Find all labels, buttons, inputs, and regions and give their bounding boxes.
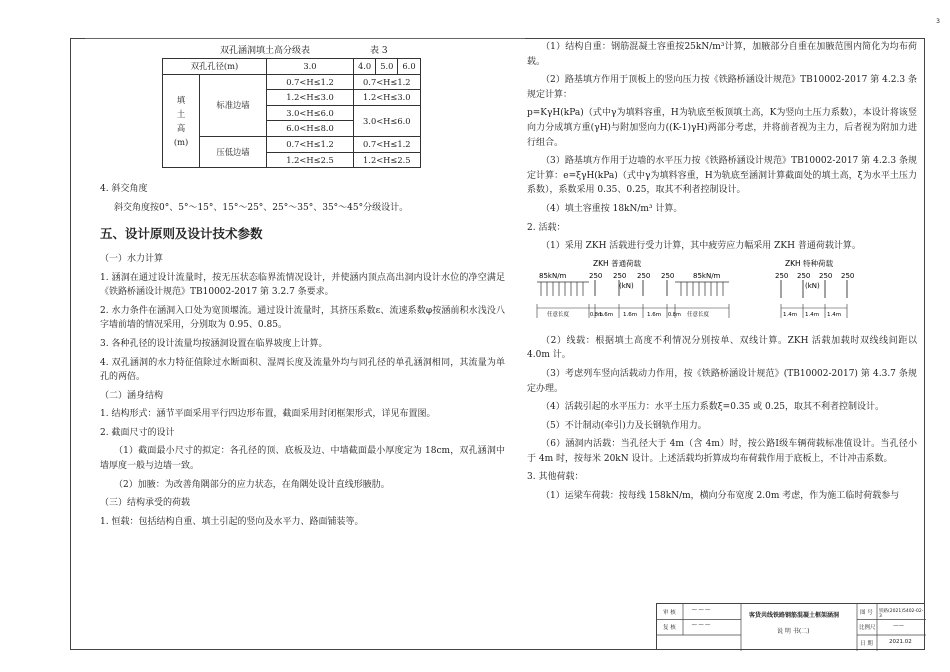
load-label: 250	[819, 271, 833, 280]
distributed-load-right	[675, 282, 729, 296]
table-cell: 0.7<H≤1.2	[354, 74, 421, 90]
paragraph: （1）采用 ZKH 活载进行受力计算，其中疲劳应力幅采用 ZKH 普通荷载计算。	[541, 241, 861, 252]
paragraph: （4）活载引起的水平压力：水平土压力系数ξ=0.35 或 0.25，取其不利者控制设计。	[541, 402, 885, 413]
zkh-special-svg	[767, 258, 877, 330]
drawing-title: 客货共线铁路钢筋混凝土框架涵洞	[749, 612, 840, 619]
table-cell: 0.7<H≤1.2	[354, 136, 421, 152]
paragraph: （2）线载：根据填土高度不利情况分别按单、双线计算。ZKH 活载加载时双线线间距以 4.0m 计。	[527, 335, 917, 361]
paragraph: 1. 恒载：包括结构自重、填土引起的竖向及水平力、路面铺装等。	[100, 516, 364, 527]
reviewer-signature: ~~~	[691, 605, 712, 614]
paragraph: （4）填土容重按 18kN/m³ 计算。	[541, 203, 683, 214]
drawing-number: 铁路(2021)5402-02-3	[879, 609, 924, 619]
zkh-special-load-diagram	[767, 258, 877, 330]
paragraph: 1. 涵洞在通过设计流量时，按无压状态临界流情况设计，并使涵内顶点高出洞内设计水位的净空满足《铁路桥涵设计规范》TB10002-2017 第 3.2.7 条要求。	[100, 272, 505, 298]
corner-page-number: 3	[936, 18, 940, 25]
load-unit: (kN)	[805, 281, 820, 290]
table-row	[163, 136, 421, 152]
table-row	[163, 74, 421, 90]
right-column	[527, 40, 917, 508]
load-label: 250	[775, 271, 789, 280]
table-cell: 1.2<H≤2.5	[354, 152, 421, 168]
fill-height-table	[162, 58, 421, 168]
paragraph: 3. 各种孔径的设计流量均按涵洞设置在临界坡度上计算。	[100, 338, 328, 349]
subsection-hydraulics: （一）水力计算	[100, 253, 164, 264]
dim-label: 1.6m	[623, 311, 638, 318]
dim-label: 1.4m	[827, 311, 842, 318]
table-cell: 1.2<H≤3.0	[267, 90, 354, 106]
subsection-structure: （二）涵身结构	[100, 390, 164, 401]
checker-signature: ~~~	[691, 620, 712, 629]
subsection-loads: （三）结构承受的荷载	[100, 498, 191, 509]
load-label: 250	[841, 271, 855, 280]
zkh-normal-svg	[533, 258, 753, 330]
paragraph: （1）截面最小尺寸的拟定：各孔径的顶、底板及边、中墙截面最小厚度定为 18cm，双孔涵洞中墙厚度一般与边墙一致。	[100, 446, 505, 472]
check-label: 复 核	[663, 625, 676, 631]
load-diagrams	[533, 258, 917, 330]
table-cell: 3.0<H≤6.0	[267, 105, 354, 121]
title-block	[656, 603, 925, 650]
paragraph: （5）不计制动(牵引)力及长钢轨作用力。	[541, 420, 707, 431]
load-label: 250	[797, 271, 811, 280]
type-lowered-wall: 压低边墙	[200, 136, 267, 167]
paragraph: （3）路基填方作用于边墙的水平压力按《铁路桥涵设计规范》TB10002-2017 第 4.2.3 条规定计算：e=ξγH(kPa)（式中γ为填料容重，H为轨底至涵洞计算截面处的填土高，ξ为水平土压力系数），系数采用 0.35、0.25，取其不利者控制设计。	[527, 156, 917, 196]
dim-label: 1.6m	[647, 311, 662, 318]
paragraph: 2. 活载：	[527, 222, 566, 233]
load-label: 250	[637, 271, 651, 280]
load-unit: (kN)	[619, 281, 634, 290]
load-label: 85kN/m	[693, 271, 721, 280]
paragraph: 2. 水力条件在涵洞入口处为宽顶堰流。通过设计流量时，其挤压系数ε、流速系数φ按涵前积水浅没八字墙前墙的情况采用，分别取为 0.95、0.85。	[100, 305, 505, 331]
paragraph: 1. 结构形式：涵节平面采用平行四边形布置，截面采用封闭框架形式，详见布置图。	[100, 409, 436, 420]
table3-label: 表 3	[370, 46, 388, 56]
paragraph: （2）加腋：为改善角隅部分的应力状态，在角隅处设计直线形腋肋。	[114, 479, 390, 490]
header-cell: 4.0	[354, 59, 376, 75]
table3-caption	[100, 40, 505, 58]
dim-label: 1.4m	[805, 311, 820, 318]
load-label: 250	[613, 271, 627, 280]
header-cell: 3.0	[267, 59, 354, 75]
paragraph: （1）结构自重：钢筋混凝土容重按25kN/m³计算，加腋部分自重在加腋范围内简化为均布荷载。	[527, 42, 917, 67]
dim-label: 0.8m	[668, 311, 681, 318]
table-cell: 3.0<H≤6.0	[354, 105, 421, 136]
dim-label: 1.6m	[599, 311, 614, 318]
paragraph: （2）路基填方作用于顶板上的竖向压力按《铁路桥涵设计规范》TB10002-2017 第 4.2.3 条规定计算：	[527, 75, 917, 100]
skew-angle-heading: 4. 斜交角度	[100, 184, 148, 195]
dim-label: 1.4m	[783, 311, 798, 318]
section-five-heading: 五、设计原则及设计技术参数	[100, 226, 263, 242]
review-label: 审 核	[663, 610, 676, 616]
header-cell: 双孔孔径(m)	[163, 59, 267, 75]
table-cell: 1.2<H≤3.0	[354, 90, 421, 106]
type-standard-wall: 标准边墙	[200, 74, 267, 136]
table-cell: 0.7<H≤1.2	[267, 74, 354, 90]
paragraph: 3. 其他荷载：	[527, 472, 584, 483]
skew-angle-text: 斜交角度按0°、5°～15°、15°～25°、25°～35°、35°～45°分级设计。	[114, 202, 409, 213]
paragraph: （3）考虑列车竖向活载动力作用，按《铁路桥涵设计规范》(TB10002-2017) 第 4.3.7 条规定办理。	[527, 368, 917, 394]
dim-label: 0.8m	[590, 311, 603, 318]
table-header-row	[163, 59, 421, 75]
table3-title: 双孔涵洞填土高分级表	[220, 46, 311, 56]
drawing-subtitle: 说 明 书(二)	[777, 628, 810, 635]
paragraph: （6）涵洞内活载：当孔径大于 4m（含 4m）时，按公路Ⅰ级车辆荷载标准值设计。当孔径小于 4m 时，按每米 20kN 设计。上述活载均折算成均布荷载作用于底板上，不计冲击系数。	[527, 439, 917, 464]
table-cell: 6.0<H≤8.0	[267, 121, 354, 137]
header-cell: 5.0	[376, 59, 398, 75]
paragraph: p=KγH(kPa)（式中γ为填料容重，H为轨底至板顶填土高，K为竖向土压力系数），本设计将该竖向力分成填方重(γH)与附加竖向力((K-1)γH)两部分考虑，并将前者视为主力，后者视为附加力进行组合。	[527, 108, 917, 148]
dim-label: 任意长度	[547, 311, 570, 318]
paragraph: （1）运梁车荷载：按每线 158kN/m，横向分布宽度 2.0m 考虑，作为施工临时荷载参与	[541, 491, 900, 502]
left-column	[100, 40, 505, 533]
zkh-normal-load-diagram	[533, 258, 753, 330]
scale-label: 比例尺	[859, 625, 876, 631]
paragraph: 4. 双孔涵洞的水力特征值除过水断面积、湿周长度及流量外均与同孔径的单孔涵洞相同，其流量为单孔的两倍。	[100, 357, 505, 383]
load-label: 85kN/m	[539, 271, 567, 280]
diagram-title: ZKH 普通荷载	[593, 258, 642, 268]
diagram-title: ZKH 特种荷载	[785, 258, 834, 268]
date-label: 日 期	[860, 641, 873, 647]
table-cell: 1.2<H≤2.5	[267, 152, 354, 168]
load-label: 250	[661, 271, 675, 280]
load-label: 250	[589, 271, 603, 280]
fill-height-label: 填 土 高 (m)	[163, 74, 200, 168]
date-value: 2021.02	[889, 639, 912, 645]
dim-label: 任意长度	[687, 311, 710, 318]
distributed-load-left	[537, 282, 589, 296]
header-cell: 6.0	[398, 59, 420, 75]
drawing-number-label: 图 号	[860, 610, 873, 616]
scale-value: ——	[893, 623, 904, 629]
table-cell: 0.7<H≤1.2	[267, 136, 354, 152]
top-rule	[85, 38, 525, 39]
paragraph: 2. 截面尺寸的设计	[100, 427, 175, 438]
